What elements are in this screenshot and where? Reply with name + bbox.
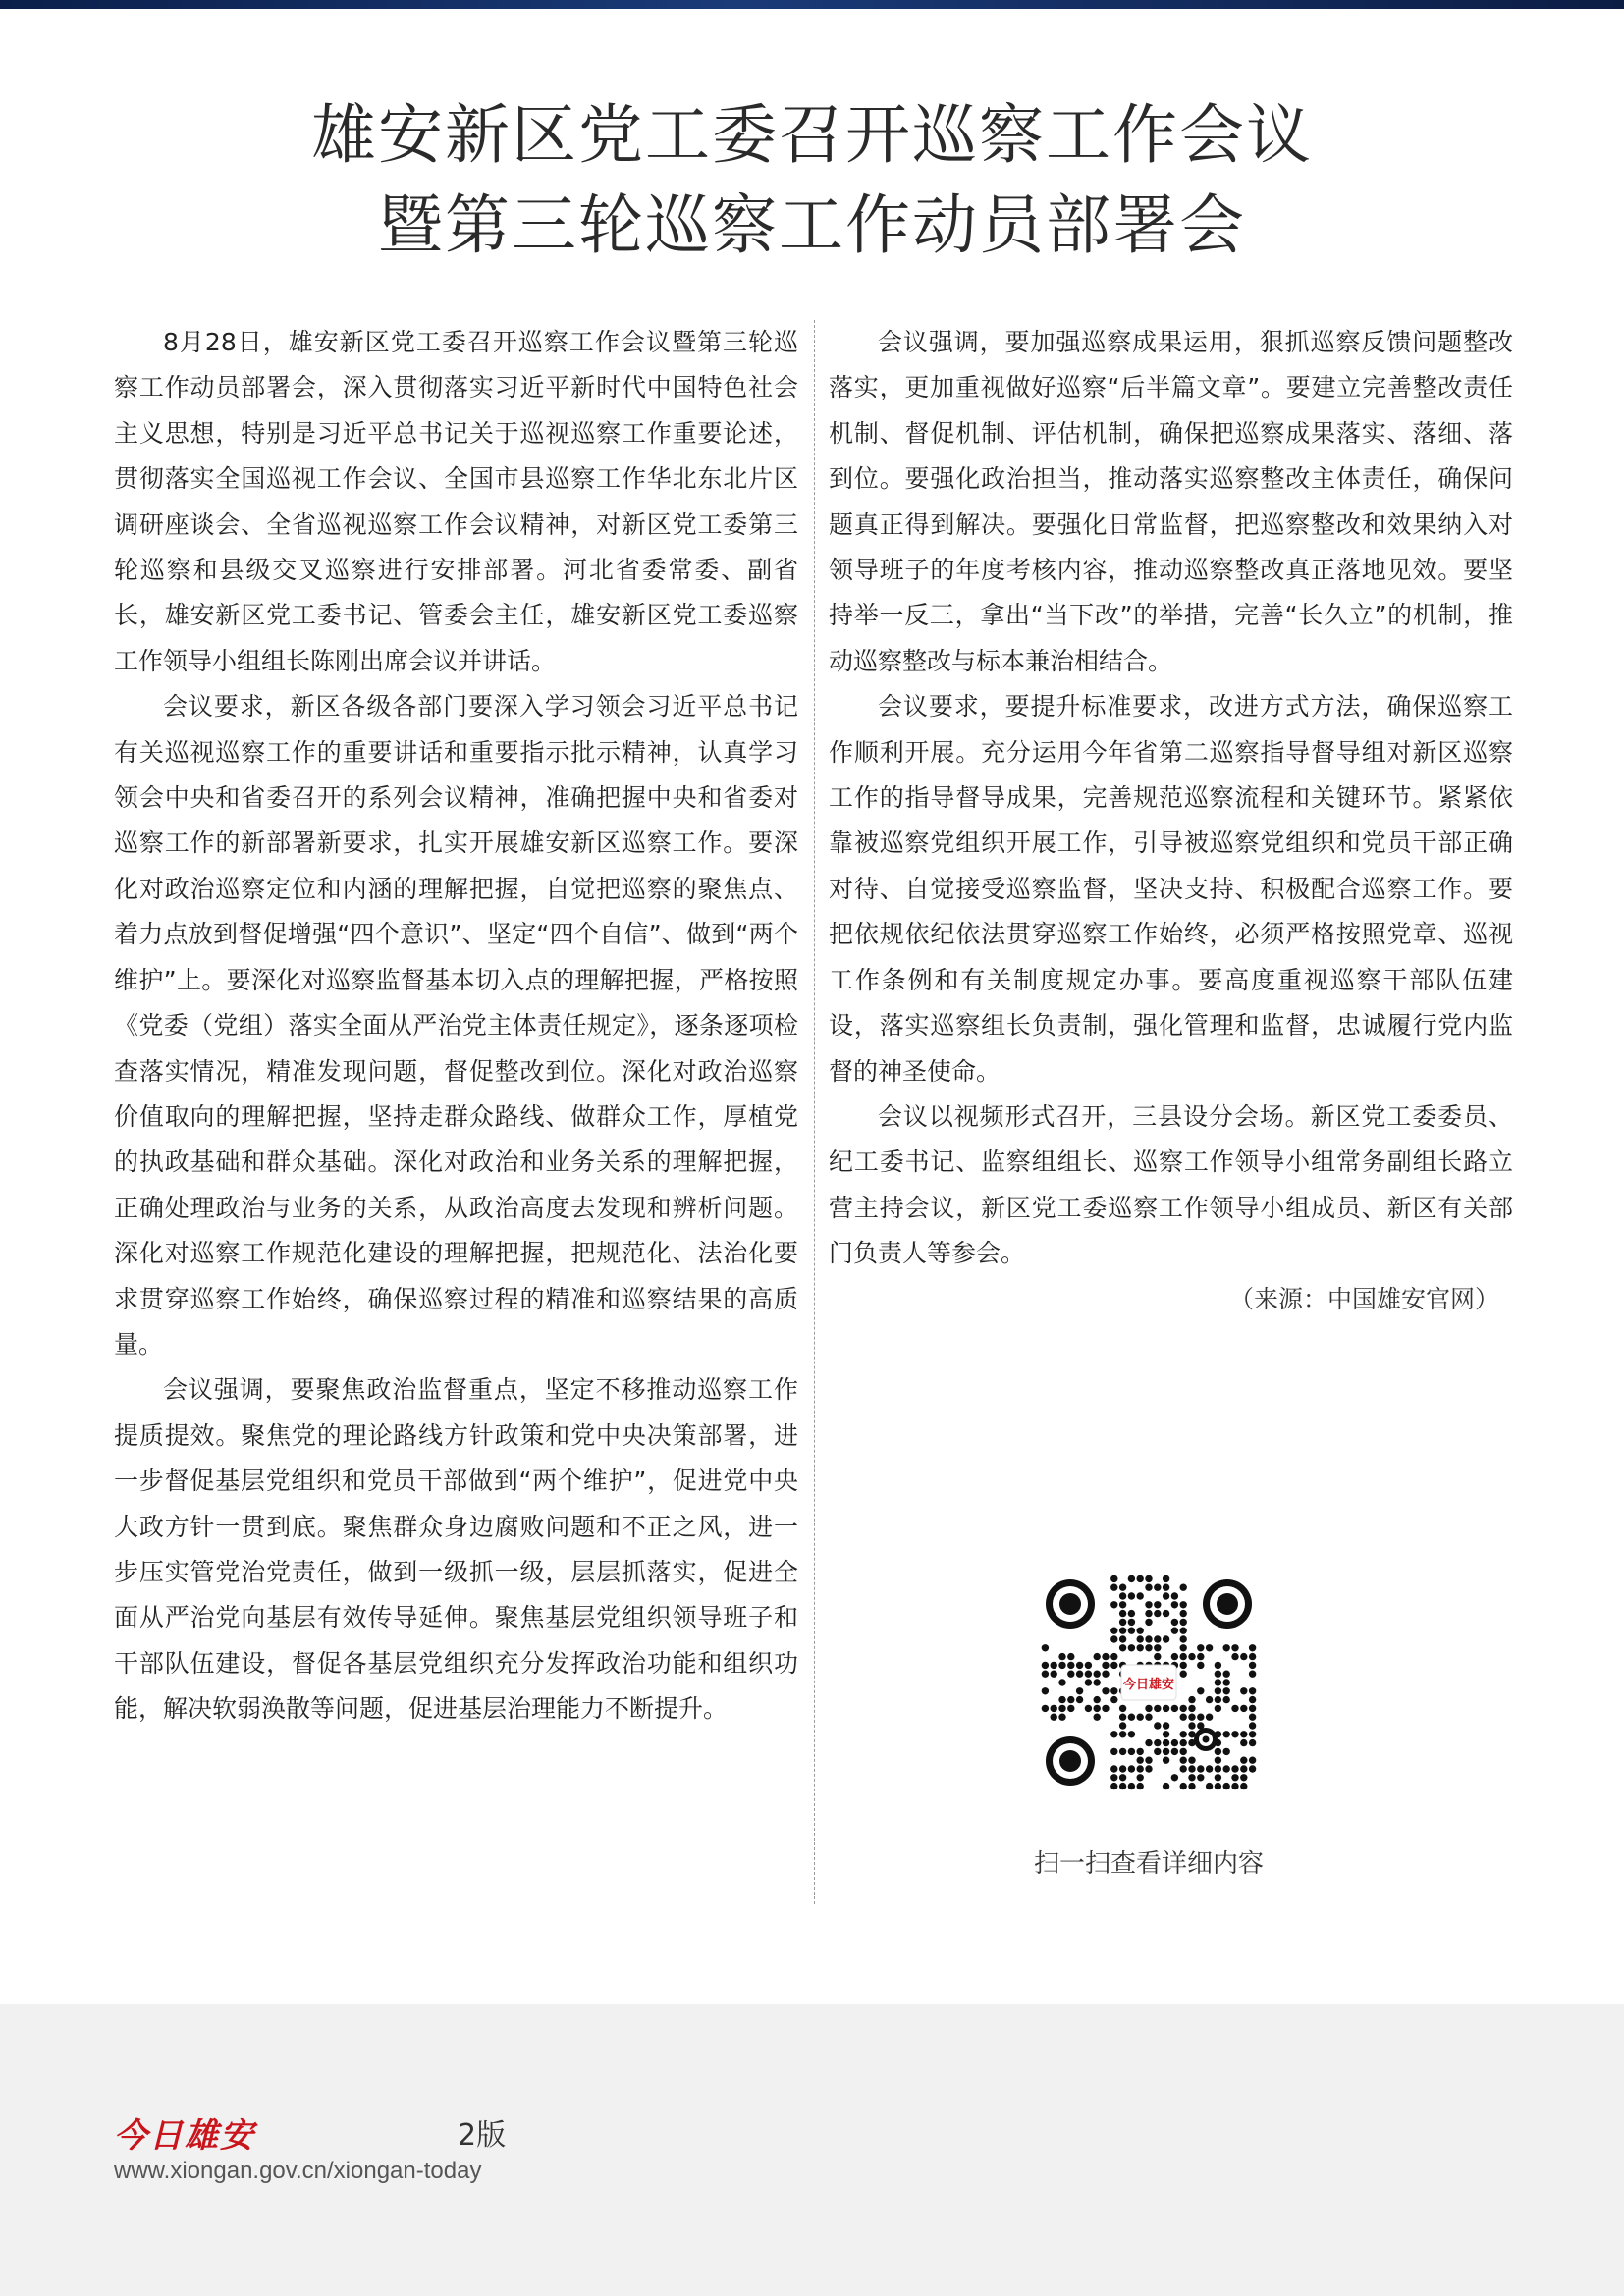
qr-dot: [1119, 1601, 1126, 1608]
qr-dot: [1110, 1765, 1117, 1772]
qr-dot: [1145, 1635, 1152, 1642]
qr-dot: [1145, 1584, 1152, 1591]
qr-dot: [1137, 1635, 1144, 1642]
qr-dot: [1085, 1662, 1092, 1669]
qr-dot: [1051, 1671, 1057, 1678]
qr-dot: [1163, 1610, 1169, 1617]
qr-dot: [1163, 1731, 1169, 1737]
qr-dot: [1067, 1671, 1074, 1678]
qr-dot: [1119, 1635, 1126, 1642]
qr-dot: [1119, 1628, 1126, 1634]
title-line-1: 雄安新区党工委召开巡察工作会议: [311, 97, 1313, 173]
qr-dot: [1128, 1619, 1135, 1626]
qr-dot: [1051, 1705, 1057, 1712]
qr-dot: [1197, 1644, 1204, 1651]
qr-dot: [1128, 1748, 1135, 1755]
qr-dot: [1076, 1671, 1083, 1678]
qr-dot: [1119, 1705, 1126, 1712]
qr-dot: [1102, 1653, 1109, 1660]
qr-dot: [1171, 1601, 1178, 1608]
source-note: （来源：中国雄安官网）: [1228, 1284, 1499, 1313]
qr-dot: [1110, 1635, 1117, 1642]
qr-dot: [1188, 1757, 1195, 1764]
qr-dot: [1206, 1696, 1213, 1703]
qr-dot: [1058, 1705, 1065, 1712]
qr-dot: [1102, 1671, 1109, 1678]
qr-center-logo: 今日雄安: [1122, 1678, 1175, 1692]
qr-dot: [1240, 1783, 1247, 1789]
qr-finder-top-right: [1203, 1579, 1252, 1629]
qr-dot: [1154, 1722, 1161, 1729]
qr-dot: [1188, 1722, 1195, 1729]
qr-dot: [1137, 1774, 1144, 1781]
qr-dot: [1119, 1731, 1126, 1737]
qr-dot: [1137, 1748, 1144, 1755]
qr-dot: [1067, 1705, 1074, 1712]
right-column: [829, 320, 1513, 1322]
qr-dot: [1154, 1653, 1161, 1660]
qr-dot: [1180, 1619, 1187, 1626]
qr-dot: [1085, 1679, 1092, 1685]
qr-dot: [1110, 1696, 1117, 1703]
qr-dot: [1249, 1696, 1256, 1703]
qr-dot: [1171, 1619, 1178, 1626]
qr-dot: [1058, 1696, 1065, 1703]
title-line-2: 暨第三轮巡察工作动员部署会: [378, 187, 1246, 263]
qr-dot: [1137, 1592, 1144, 1599]
qr-dot: [1171, 1748, 1178, 1755]
qr-dot: [1180, 1671, 1187, 1678]
qr-caption: 扫一扫查看详细内容: [1033, 1849, 1264, 1879]
qr-dot: [1137, 1757, 1144, 1764]
qr-dot: [1223, 1671, 1230, 1678]
paragraph: 会议要求，新区各级各部门要深入学习领会习近平总书记有关巡视巡察工作的重要讲话和重要指示批示精神，认真学习领会中央和省委召开的系列会议精神，准确把握中央和省委对巡察工作的新部署新要求，扎实开展雄安新区巡察工作。要深化对政治巡察定位和内涵的理解把握，自觉把巡察的聚焦点、着力点放到督促增强“四个意识”、坚定“四个自信”、做到“两个维护”上。要深化对巡察监督基本切入点的理解把握，严格按照《党委（党组）落实全面从严治党主体责任规定》，逐条逐项检查落实情况，精准发现问题，督促整改到位。深化对政治巡察价值取向的理解把握，坚持走群众路线、做群众工作，厚植党的执政基础和群众基础。深化对政治和业务关系的理解把握，正确处理政治与业务的关系，从政治高度去发现和辨析问题。深化对巡察工作规范化建设的理解把握，把规范化、法治化要求贯穿巡察工作始终，确保巡察过程的精准和巡察结果的高质量。: [114, 692, 798, 1359]
qr-dot: [1180, 1757, 1187, 1764]
qr-dot: [1145, 1575, 1152, 1582]
qr-dot: [1180, 1601, 1187, 1608]
qr-dot: [1154, 1705, 1161, 1712]
qr-dot: [1119, 1644, 1126, 1651]
qr-dot: [1231, 1653, 1238, 1660]
qr-dot: [1180, 1628, 1187, 1634]
qr-dot: [1249, 1757, 1256, 1764]
left-column: [114, 320, 798, 1733]
qr-dot: [1145, 1739, 1152, 1746]
qr-dot: [1042, 1671, 1049, 1678]
qr-dot: [1128, 1592, 1135, 1599]
qr-dot: [1119, 1748, 1126, 1755]
qr-dot: [1240, 1653, 1247, 1660]
qr-dot: [1215, 1679, 1221, 1685]
qr-dot: [1051, 1714, 1057, 1721]
qr-dot: [1197, 1662, 1204, 1669]
qr-dot: [1231, 1783, 1238, 1789]
qr-dot: [1171, 1739, 1178, 1746]
paragraph: 会议要求，要提升标准要求，改进方式方法，确保巡察工作顺利开展。充分运用今年省第二巡察指导督导组对新区巡察工作的指导督导成果，完善规范巡察流程和关键环节。紧紧依靠被巡察党组织开展工作，引导被巡察党组织和党员干部正确对待、自觉接受巡察监督，坚决支持、积极配合巡察工作。要把依规依纪依法贯穿巡察工作始终，必须严格按照党章、巡视工作条例和有关制度规定办事。要高度重视巡察干部队伍建设，落实巡察组长负责制，强化管理和监督，忠诚履行党内监督的神圣使命。: [829, 692, 1513, 1086]
qr-dot: [1188, 1774, 1195, 1781]
qr-dot: [1094, 1705, 1101, 1712]
qr-dot: [1058, 1679, 1065, 1685]
qr-dot: [1145, 1765, 1152, 1772]
paragraph: 8月28日，雄安新区党工委召开巡察工作会议暨第三轮巡察工作动员部署会，深入贯彻落实习近平新时代中国特色社会主义思想，特别是习近平总书记关于巡视巡察工作重要论述，贯彻落实全国巡视工作会议、全国市县巡察工作华北东北片区调研座谈会、全省巡视巡察工作会议精神，对新区党工委第三轮巡察和县级交叉巡察进行安排部署。河北省委常委、副省长，雄安新区党工委书记、管委会主任，雄安新区党工委巡察工作领导小组组长陈刚出席会议并讲话。: [114, 328, 798, 675]
qr-dot: [1206, 1765, 1213, 1772]
qr-dot: [1249, 1722, 1256, 1729]
qr-dot: [1163, 1705, 1169, 1712]
qr-dot: [1197, 1687, 1204, 1694]
qr-dot: [1240, 1765, 1247, 1772]
qr-dot: [1102, 1662, 1109, 1669]
qr-dot: [1110, 1584, 1117, 1591]
qr-dot: [1042, 1687, 1049, 1694]
qr-dot: [1180, 1731, 1187, 1737]
qr-dot: [1163, 1783, 1169, 1789]
qr-dot: [1223, 1731, 1230, 1737]
qr-dot: [1110, 1774, 1117, 1781]
qr-dot: [1042, 1644, 1049, 1651]
qr-dot: [1188, 1696, 1195, 1703]
top-color-bar: [0, 0, 1624, 9]
qr-dot: [1180, 1783, 1187, 1789]
qr-dot: [1154, 1748, 1161, 1755]
qr-dot: [1145, 1757, 1152, 1764]
qr-dot: [1145, 1644, 1152, 1651]
paragraph: 会议强调，要加强巡察成果运用，狠抓巡察反馈问题整改落实，更加重视做好巡察“后半篇文章”。要建立完善整改责任机制、督促机制、评估机制，确保把巡察成果落实、落细、落到位。要强化政治担当，推动落实巡察整改主体责任，确保问题真正得到解决。要强化日常监督，把巡察整改和效果纳入对领导班子的年度考核内容，推动巡察整改真正落地见效。要坚持举一反三，拿出“当下改”的举措，完善“长久立”的机制，推动巡察整改与标本兼治相结合。: [829, 328, 1513, 675]
qr-dot: [1119, 1783, 1126, 1789]
qr-dot: [1128, 1628, 1135, 1634]
qr-dot: [1110, 1783, 1117, 1789]
qr-finder-top-left: [1046, 1579, 1095, 1629]
qr-dot: [1119, 1714, 1126, 1721]
qr-dot: [1154, 1610, 1161, 1617]
qr-dot: [1215, 1671, 1221, 1678]
qr-dot: [1180, 1765, 1187, 1772]
qr-dot: [1119, 1592, 1126, 1599]
qr-dot: [1110, 1575, 1117, 1582]
qr-dot: [1102, 1705, 1109, 1712]
qr-dot: [1058, 1714, 1065, 1721]
qr-dot: [1119, 1722, 1126, 1729]
qr-dot: [1215, 1774, 1221, 1781]
qr-dot: [1197, 1653, 1204, 1660]
qr-dot: [1171, 1774, 1178, 1781]
qr-dot: [1058, 1653, 1065, 1660]
qr-dot: [1163, 1757, 1169, 1764]
qr-dot: [1110, 1662, 1117, 1669]
qr-dot: [1145, 1601, 1152, 1608]
qr-dot: [1163, 1575, 1169, 1582]
qr-dot: [1249, 1705, 1256, 1712]
qr-dot: [1188, 1714, 1195, 1721]
qr-dot: [1180, 1714, 1187, 1721]
qr-dot: [1163, 1584, 1169, 1591]
qr-dot: [1094, 1696, 1101, 1703]
qr-dot: [1249, 1671, 1256, 1678]
qr-dot: [1163, 1722, 1169, 1729]
qr-dot: [1206, 1783, 1213, 1789]
qr-dot: [1180, 1653, 1187, 1660]
qr-dot: [1231, 1705, 1238, 1712]
qr-dot: [1197, 1774, 1204, 1781]
qr-dot: [1171, 1628, 1178, 1634]
article-title: [0, 90, 1624, 271]
qr-dot: [1145, 1619, 1152, 1626]
qr-dot: [1249, 1653, 1256, 1660]
qr-code[interactable]: [1041, 1575, 1257, 1790]
qr-dot: [1223, 1748, 1230, 1755]
qr-dot: [1067, 1662, 1074, 1669]
qr-dot: [1215, 1696, 1221, 1703]
qr-dot: [1163, 1739, 1169, 1746]
qr-dot: [1231, 1644, 1238, 1651]
qr-dot: [1128, 1714, 1135, 1721]
qr-dot: [1215, 1748, 1221, 1755]
qr-dot: [1137, 1628, 1144, 1634]
qr-dot: [1119, 1610, 1126, 1617]
qr-dot: [1231, 1774, 1238, 1781]
qr-dot: [1094, 1653, 1101, 1660]
qr-dot: [1197, 1714, 1204, 1721]
qr-dot: [1128, 1731, 1135, 1737]
qr-dot: [1145, 1714, 1152, 1721]
qr-dot: [1137, 1644, 1144, 1651]
qr-dot: [1137, 1783, 1144, 1789]
qr-dot: [1215, 1662, 1221, 1669]
qr-dot: [1110, 1601, 1117, 1608]
qr-dot: [1180, 1644, 1187, 1651]
qr-dot: [1197, 1765, 1204, 1772]
qr-dot: [1085, 1705, 1092, 1712]
qr-dot: [1206, 1714, 1213, 1721]
qr-dot: [1249, 1765, 1256, 1772]
qr-dot: [1128, 1765, 1135, 1772]
paragraph: 会议强调，要聚焦政治监督重点，坚定不移推动巡察工作提质提效。聚焦党的理论路线方针政策和党中央决策部署，进一步督促基层党组织和党员干部做到“两个维护”，促进党中央大政方针一贯到底。聚焦群众身边腐败问题和不正之风，进一步压实管党治党责任，做到一级抓一级，层层抓落实，促进全面从严治党向基层有效传导延伸。聚焦基层党组织领导班子和干部队伍建设，督促各基层党组织充分发挥政治功能和组织功能，解决软弱涣散等问题，促进基层治理能力不断提升。: [114, 1375, 798, 1724]
qr-dot: [1231, 1765, 1238, 1772]
qr-dot: [1119, 1765, 1126, 1772]
qr-dot: [1128, 1575, 1135, 1582]
qr-dot: [1180, 1610, 1187, 1617]
qr-dot: [1171, 1705, 1178, 1712]
qr-dot: [1249, 1687, 1256, 1694]
qr-dot: [1215, 1705, 1221, 1712]
qr-dot: [1051, 1662, 1057, 1669]
qr-dot: [1223, 1679, 1230, 1685]
qr-alignment-mark: [1194, 1728, 1218, 1751]
qr-dot: [1240, 1774, 1247, 1781]
column-divider: [814, 320, 815, 1904]
qr-dot: [1249, 1714, 1256, 1721]
footer-logo: 今日雄安: [114, 2116, 255, 2156]
qr-dot: [1128, 1783, 1135, 1789]
qr-dot: [1119, 1619, 1126, 1626]
qr-dot: [1145, 1705, 1152, 1712]
qr-dot: [1137, 1765, 1144, 1772]
qr-dot: [1067, 1653, 1074, 1660]
qr-dot: [1188, 1765, 1195, 1772]
qr-dot: [1180, 1748, 1187, 1755]
qr-dot: [1042, 1705, 1049, 1712]
qr-dot: [1094, 1671, 1101, 1678]
qr-dot: [1154, 1601, 1161, 1608]
qr-dot: [1076, 1696, 1083, 1703]
qr-dot: [1240, 1731, 1247, 1737]
qr-dot: [1240, 1687, 1247, 1694]
qr-dot: [1163, 1592, 1169, 1599]
qr-dot: [1085, 1671, 1092, 1678]
qr-dot: [1188, 1705, 1195, 1712]
qr-dot: [1128, 1610, 1135, 1617]
qr-dot: [1154, 1584, 1161, 1591]
qr-dot: [1223, 1783, 1230, 1789]
paragraph: 会议以视频形式召开，三县设分会场。新区党工委委员、纪工委书记、监察组组长、巡察工作领导小组常务副组长路立营主持会议，新区党工委巡察工作领导小组成员、新区有关部门负责人等参会。: [829, 1101, 1513, 1268]
qr-dot: [1249, 1644, 1256, 1651]
page-number: 2版: [458, 2118, 507, 2153]
qr-dot: [1215, 1687, 1221, 1694]
qr-dot: [1058, 1662, 1065, 1669]
qr-dot: [1102, 1687, 1109, 1694]
qr-dot: [1154, 1739, 1161, 1746]
qr-dot: [1180, 1739, 1187, 1746]
qr-dot: [1180, 1635, 1187, 1642]
qr-dot: [1067, 1696, 1074, 1703]
qr-dot: [1249, 1731, 1256, 1737]
qr-dot: [1231, 1731, 1238, 1737]
qr-dot: [1110, 1731, 1117, 1737]
qr-dot: [1249, 1739, 1256, 1746]
qr-dot: [1223, 1696, 1230, 1703]
qr-dot: [1128, 1644, 1135, 1651]
qr-dot: [1223, 1765, 1230, 1772]
qr-dot: [1094, 1714, 1101, 1721]
qr-dot: [1110, 1687, 1117, 1694]
qr-dot: [1110, 1748, 1117, 1755]
qr-dot: [1240, 1739, 1247, 1746]
qr-dot: [1163, 1635, 1169, 1642]
qr-finder-bottom-left: [1046, 1736, 1095, 1786]
qr-dot: [1215, 1765, 1221, 1772]
qr-dot: [1137, 1714, 1144, 1721]
qr-dot: [1154, 1644, 1161, 1651]
qr-dot: [1076, 1687, 1083, 1694]
qr-dot: [1145, 1610, 1152, 1617]
qr-dot: [1215, 1757, 1221, 1764]
qr-dot: [1215, 1783, 1221, 1789]
qr-dot: [1180, 1662, 1187, 1669]
qr-dot: [1171, 1592, 1178, 1599]
qr-dot: [1223, 1644, 1230, 1651]
qr-dot: [1223, 1687, 1230, 1694]
qr-dot: [1042, 1662, 1049, 1669]
qr-dot: [1180, 1705, 1187, 1712]
qr-dot: [1240, 1705, 1247, 1712]
qr-dot: [1119, 1774, 1126, 1781]
qr-dot: [1249, 1662, 1256, 1669]
qr-dot: [1154, 1635, 1161, 1642]
qr-dot: [1094, 1679, 1101, 1685]
qr-dot: [1119, 1584, 1126, 1591]
qr-dot: [1110, 1653, 1117, 1660]
qr-dot: [1206, 1644, 1213, 1651]
qr-dot: [1188, 1783, 1195, 1789]
qr-dot: [1188, 1653, 1195, 1660]
qr-dot: [1171, 1653, 1178, 1660]
footer-url[interactable]: www.xiongan.gov.cn/xiongan-today: [114, 2158, 482, 2184]
qr-dot: [1137, 1575, 1144, 1582]
qr-dot: [1163, 1748, 1169, 1755]
qr-dot: [1180, 1584, 1187, 1591]
qr-dot: [1240, 1757, 1247, 1764]
qr-dot: [1110, 1628, 1117, 1634]
qr-dot: [1076, 1662, 1083, 1669]
